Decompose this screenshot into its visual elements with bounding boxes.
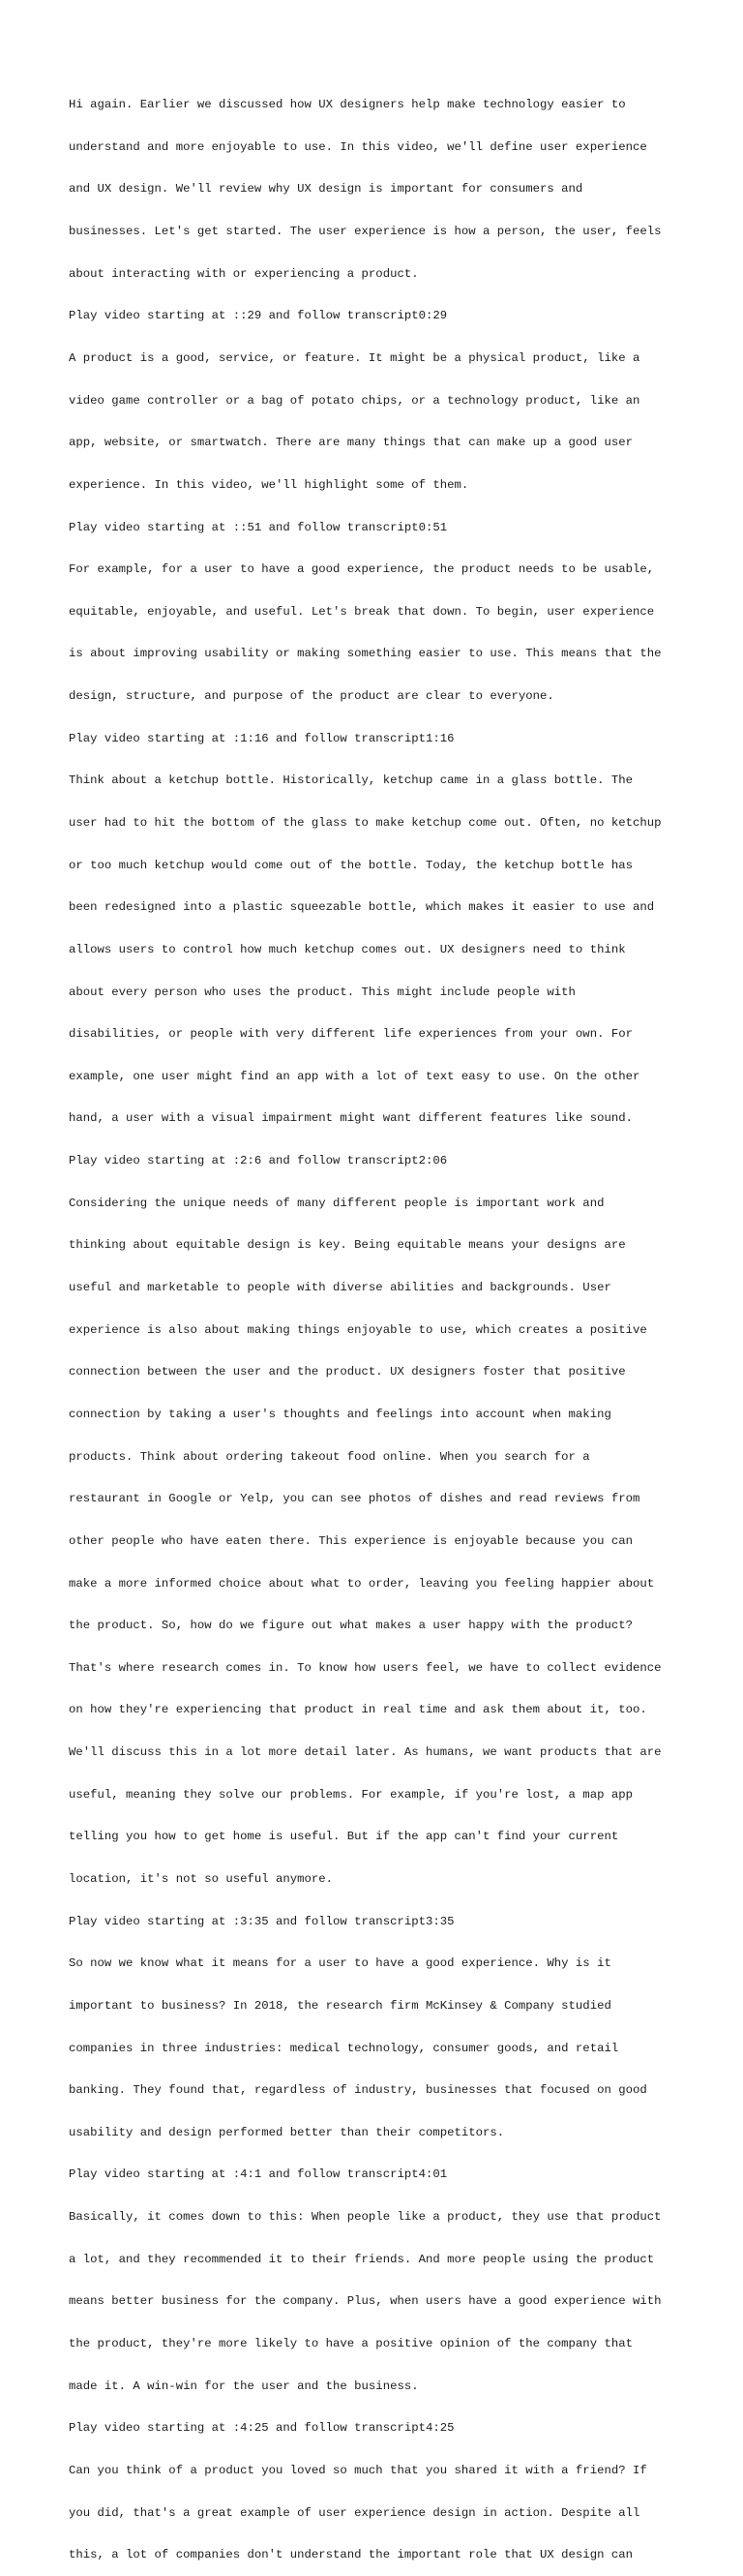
text-line: A product is a good, service, or feature. It might be a physical product, like a [69,350,640,365]
timestamp-line: Play video starting at :2:6 and follow transcript2:06 [69,1154,448,1168]
text-line: you did, that's a great example of user experience design in action. Despite all [69,2505,640,2520]
text-line: So now we know what it means for a user to have a good experience. Why is it [69,1956,611,1971]
text-line: allows users to control how much ketchup comes out. UX designers need to think [69,942,626,956]
text-line: is about improving usability or making something easier to use. This means that the [69,647,662,661]
timestamp-line: Play video starting at :4:1 and follow transcript4:01 [69,2167,448,2182]
text-line: important to business? In 2018, the research firm McKinsey & Company studied [69,1998,611,2013]
transcript-document [69,70,688,2576]
text-line: experience is also about making things enjoyable to use, which creates a positive [69,1322,647,1337]
timestamp-line: Play video starting at ::29 and follow transcript0:29 [69,309,448,323]
text-line: banking. They found that, regardless of industry, businesses that focused on good [69,2083,647,2098]
text-line: been redesigned into a plastic squeezable bottle, which makes it easier to use and [69,900,655,915]
text-line: understand and more enjoyable to use. In this video, we'll define user experience [69,139,647,154]
text-line: connection by taking a user's thoughts and feelings into account when making [69,1407,611,1421]
text-line: the product, they're more likely to have a positive opinion of the company that [69,2337,633,2351]
text-line: That's where research comes in. To know how users feel, we have to collect evidence [69,1660,662,1675]
text-line: restaurant in Google or Yelp, you can see photos of dishes and read reviews from [69,1492,640,1506]
text-line: products. Think about ordering takeout food online. When you search for a [69,1449,590,1464]
text-line: make a more informed choice about what to order, leaving you feeling happier about [69,1576,655,1591]
timestamp-line: Play video starting at :4:25 and follow transcript4:25 [69,2421,455,2436]
timestamp-line: Play video starting at ::51 and follow transcript0:51 [69,520,448,534]
text-line: useful and marketable to people with diverse abilities and backgrounds. User [69,1281,611,1295]
text-line: and UX design. We'll review why UX design is important for consumers and [69,182,583,197]
text-line: the product. So, how do we figure out what makes a user happy with the product? [69,1619,633,1633]
text-line: other people who have eaten there. This experience is enjoyable because you can [69,1533,633,1548]
text-line: design, structure, and purpose of the product are clear to everyone. [69,689,554,704]
text-line: user had to hit the bottom of the glass to make ketchup come out. Often, no ketchup [69,815,662,830]
text-line: thinking about equitable design is key. Being equitable means your designs are [69,1238,626,1253]
text-line: equitable, enjoyable, and useful. Let's break that down. To begin, user experience [69,604,655,619]
text-line: video game controller or a bag of potato chips, or a technology product, like an [69,393,640,408]
text-line: Think about a ketchup bottle. Historically, ketchup came in a glass bottle. The [69,773,633,788]
text-line: Basically, it comes down to this: When people like a product, they use that product [69,2210,662,2225]
text-line: on how they're experiencing that product in real time and ask them about it, too. [69,1703,647,1717]
text-line: Hi again. Earlier we discussed how UX designers help make technology easier to [69,98,626,112]
text-line: disabilities, or people with very different life experiences from your own. For [69,1027,633,1042]
text-line: connection between the user and the product. UX designers foster that positive [69,1365,626,1379]
text-line: For example, for a user to have a good experience, the product needs to be usable, [69,562,655,577]
text-line: location, it's not so useful anymore. [69,1872,334,1886]
text-line: experience. In this video, we'll highlight some of them. [69,477,469,492]
text-line: Can you think of a product you loved so much that you shared it with a friend? If [69,2463,647,2477]
text-line: about every person who uses the product. This might include people with [69,985,576,999]
text-line: telling you how to get home is useful. But if the app can't find your current [69,1830,619,1844]
text-line: app, website, or smartwatch. There are many things that can make up a good user [69,436,633,450]
text-line: this, a lot of companies don't understand the important role that UX design can [69,2548,633,2562]
timestamp-line: Play video starting at :3:35 and follow transcript3:35 [69,1914,455,1928]
text-line: useful, meaning they solve our problems. For example, if you're lost, a map app [69,1787,633,1802]
text-line: hand, a user with a visual impairment might want different features like sound. [69,1111,633,1126]
text-line: example, one user might find an app with a lot of text easy to use. On the other [69,1069,640,1083]
text-line: or too much ketchup would come out of the bottle. Today, the ketchup bottle has [69,858,633,872]
text-line: businesses. Let's get started. The user experience is how a person, the user, feels [69,225,662,239]
text-line: We'll discuss this in a lot more detail later. As humans, we want products that are [69,1745,662,1760]
text-line: made it. A win-win for the user and the business. [69,2379,419,2393]
text-line: means better business for the company. Plus, when users have a good experience with [69,2294,662,2309]
text-line: about interacting with or experiencing a product. [69,266,419,281]
text-line: Considering the unique needs of many different people is important work and [69,1196,605,1210]
text-line: a lot, and they recommended it to their friends. And more people using the product [69,2252,655,2266]
text-line: companies in three industries: medical technology, consumer goods, and retail [69,2041,619,2055]
text-line: usability and design performed better than their competitors. [69,2125,505,2139]
timestamp-line: Play video starting at :1:16 and follow transcript1:16 [69,731,455,745]
